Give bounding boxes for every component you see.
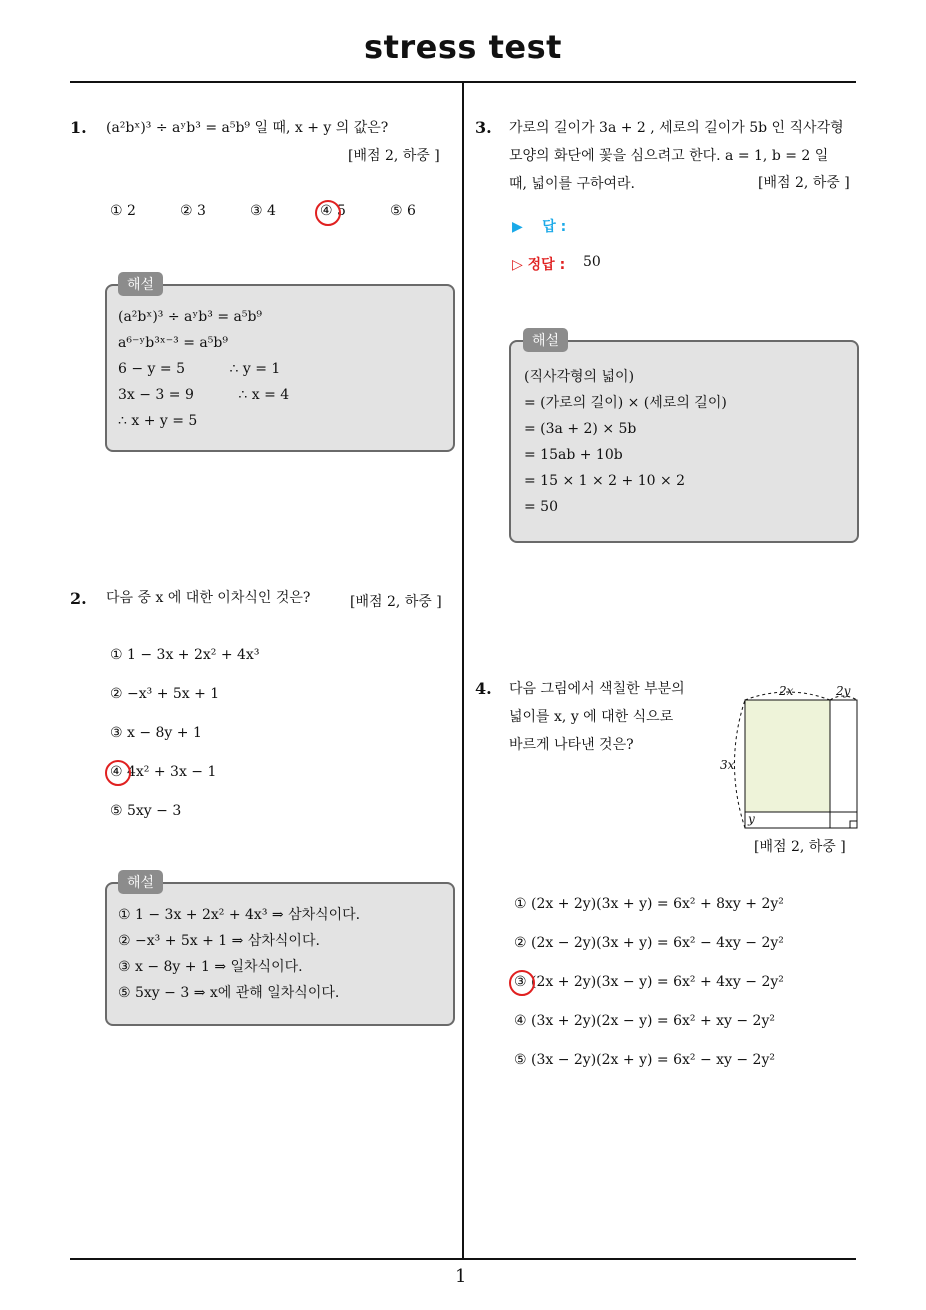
q2-choice-1[interactable]: ① 1 − 3x + 2x² + 4x³: [110, 647, 260, 663]
q4-label-2x: 2x: [779, 684, 794, 698]
q2-explanation-box: [105, 882, 455, 1026]
q4-choice-1[interactable]: ① (2x + 2y)(3x + y) = 6x² + 8xy + 2y²: [514, 896, 784, 912]
side-brace: [735, 700, 746, 828]
q4-text-line: 바르게 나타낸 것은?: [509, 737, 634, 753]
shaded-region: [745, 700, 830, 812]
q4-label-2y: 2y: [836, 684, 851, 698]
q2-choice-4[interactable]: ④ 4x² + 3x − 1: [110, 764, 217, 780]
q2-choice-5[interactable]: ⑤ 5xy − 3: [110, 803, 182, 819]
q1-explanation-box: [105, 284, 455, 452]
page-number: 1: [455, 1266, 467, 1287]
q3-text-line: 가로의 길이가 3a + 2 , 세로의 길이가 5b 인 직사각형: [509, 120, 844, 136]
q1-number: 1.: [70, 118, 87, 137]
q2-choice-2[interactable]: ② −x³ + 5x + 1: [110, 686, 220, 702]
q1-exp-line: ∴ x + y = 5: [118, 413, 198, 429]
q1-choice-1[interactable]: ① 2: [110, 203, 136, 219]
q4-choice-5[interactable]: ⑤ (3x − 2y)(2x + y) = 6x² − xy − 2y²: [514, 1052, 775, 1068]
q4-choice-4[interactable]: ④ (3x + 2y)(2x − y) = 6x² + xy − 2y²: [514, 1013, 775, 1029]
q3-text-line: 때, 넓이를 구하여라.: [509, 176, 635, 192]
q2-number: 2.: [70, 589, 87, 608]
q4-text: [509, 675, 685, 759]
q1-exp-line: 6 − y = 5 ∴ y = 1: [118, 361, 281, 377]
q3-explanation-box: [509, 340, 859, 543]
q3-explanation-tag: 해설: [523, 328, 568, 352]
q1-explanation-tag: 해설: [118, 272, 163, 296]
q4-meta: [배점 2, 하중 ]: [754, 839, 846, 855]
q2-meta: [배점 2, 하중 ]: [350, 594, 442, 610]
q4-label-3x: 3x: [720, 758, 735, 772]
correct-mark-circle: [315, 200, 341, 226]
q4-text-line: 다음 그림에서 색칠한 부분의: [509, 681, 685, 697]
q3-answer-label: ▶ 답 :: [512, 219, 567, 235]
q2-exp-line: ② −x³ + 5x + 1 ⇒ 삼차식이다.: [118, 933, 320, 949]
q3-correct-label: ▷ 정답 :: [512, 257, 566, 273]
q1-text: (a²bˣ)³ ÷ aʸb³ = a⁵b⁹ 일 때, x + y 의 값은?: [106, 120, 389, 136]
column-divider: [462, 81, 464, 1259]
q2-choice-3[interactable]: ③ x − 8y + 1: [110, 725, 202, 741]
q3-exp-line: = 50: [524, 499, 558, 515]
q1-choice-5[interactable]: ⑤ 6: [390, 203, 416, 219]
q4-figure: [712, 678, 864, 838]
footer-rule: [70, 1258, 856, 1260]
q2-exp-line: ③ x − 8y + 1 ⇒ 일차식이다.: [118, 959, 303, 975]
q3-correct-value: 50: [583, 254, 601, 270]
page-title: stress test: [364, 28, 562, 66]
q2-exp-line: ① 1 − 3x + 2x² + 4x³ ⇒ 삼차식이다.: [118, 907, 361, 923]
q4-text-line: 넓이를 x, y 에 대한 식으로: [509, 709, 674, 725]
correct-mark-circle: [509, 970, 535, 996]
q3-exp-line: (직사각형의 넓이): [524, 369, 635, 385]
q1-exp-line: 3x − 3 = 9 ∴ x = 4: [118, 387, 290, 403]
q2-explanation-tag: 해설: [118, 870, 163, 894]
q4-number: 4.: [475, 679, 492, 698]
q1-choice-4[interactable]: ④ 5: [320, 203, 346, 219]
q1-meta: [배점 2, 하중 ]: [348, 148, 440, 164]
q3-number: 3.: [475, 118, 492, 137]
q3-meta: [배점 2, 하중 ]: [758, 175, 850, 191]
q3-exp-line: = 15 × 1 × 2 + 10 × 2: [524, 473, 686, 489]
q1-choice-2[interactable]: ② 3: [180, 203, 206, 219]
q3-exp-line: = (가로의 길이) × (세로의 길이): [524, 395, 727, 411]
q1-exp-line: (a²bˣ)³ ÷ aʸb³ = a⁵b⁹: [118, 309, 263, 325]
q4-label-y: y: [748, 812, 755, 826]
correct-mark-circle: [105, 760, 131, 786]
q3-exp-line: = (3a + 2) × 5b: [524, 421, 637, 437]
q2-exp-line: ⑤ 5xy − 3 ⇒ x에 관해 일차식이다.: [118, 985, 340, 1001]
q3-exp-line: = 15ab + 10b: [524, 447, 623, 463]
q4-choice-3[interactable]: ③ (2x + 2y)(3x − y) = 6x² + 4xy − 2y²: [514, 974, 784, 990]
q4-choice-2[interactable]: ② (2x − 2y)(3x + y) = 6x² − 4xy − 2y²: [514, 935, 784, 951]
right-angle-mark: [850, 821, 857, 828]
q1-exp-line: a⁶⁻ʸb³ˣ⁻³ = a⁵b⁹: [118, 335, 228, 351]
q2-text: 다음 중 x 에 대한 이차식인 것은?: [106, 590, 311, 606]
q1-choice-3[interactable]: ③ 4: [250, 203, 276, 219]
q3-text-line: 모양의 화단에 꽃을 심으려고 한다. a = 1, b = 2 일: [509, 148, 829, 164]
